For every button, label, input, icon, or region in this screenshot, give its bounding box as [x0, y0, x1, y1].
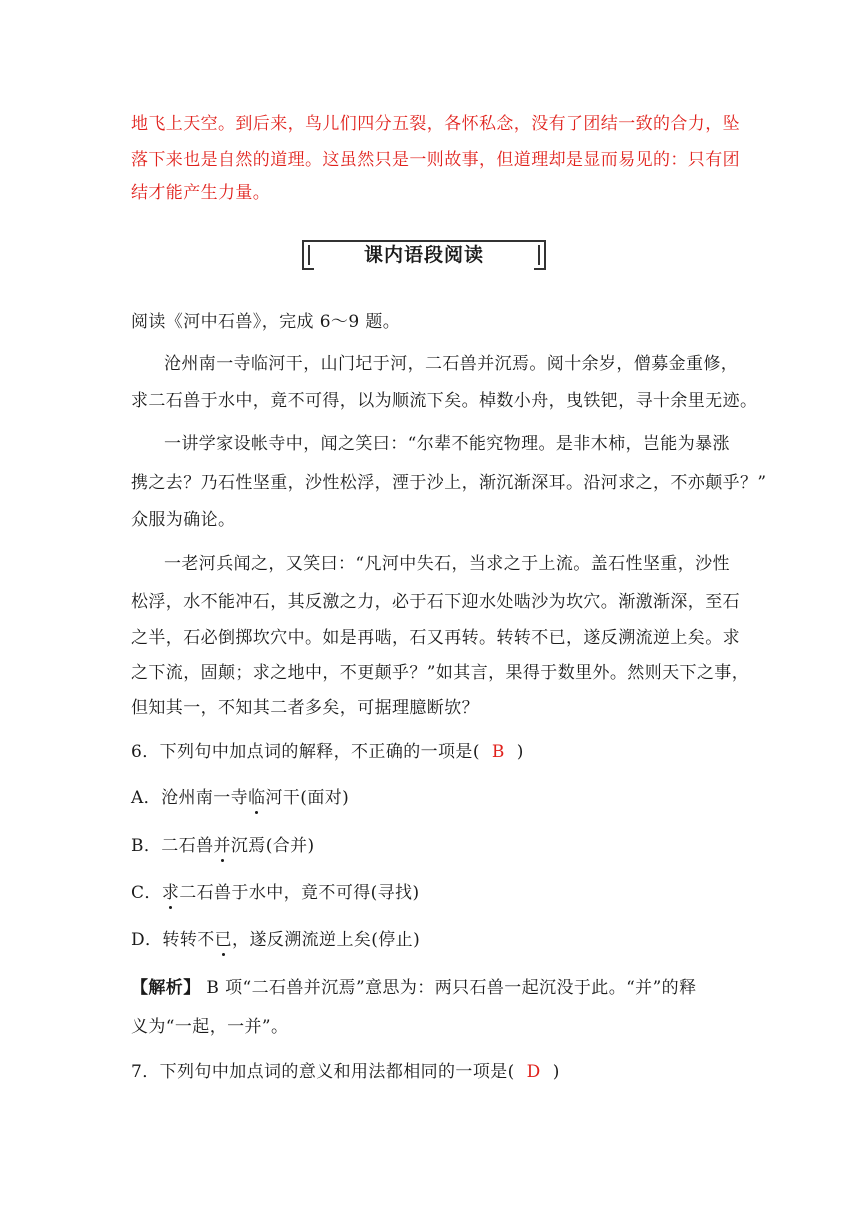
passage-p3-line-4: 之下流，固颠；求之地中，不更颠乎？”如其言，果得于数里外。然则天下之事，	[131, 663, 750, 683]
question-6-analysis-line-2: 义为“一起，一并”。	[131, 1017, 289, 1037]
question-6-option-c	[131, 881, 731, 905]
passage-p3-line-3: 之半，石必倒掷坎穴中。如是再啮，石又再转。转转不已，遂反溯流逆上矣。求	[131, 628, 740, 648]
passage-p2-line-3: 众服为确论。	[131, 510, 236, 530]
question-6-stem	[131, 740, 731, 764]
reading-instruction: 阅读《河中石兽》，完成 6～9 题。	[131, 312, 401, 332]
question-7-answer: D	[526, 1062, 541, 1082]
question-7-stem	[131, 1060, 731, 1084]
option-c-pre: C．	[131, 883, 162, 903]
question-6-option-d	[131, 928, 731, 952]
passage-p3-line-5: 但知其一，不知其二者多矣，可据理臆断欤？	[131, 698, 479, 718]
intro-line-1: 地飞上天空。到后来，鸟儿们四分五裂，各怀私念，没有了团结一致的合力，坠	[131, 114, 740, 134]
question-7-stem-text: 7．下列句中加点词的意义和用法都相同的一项是(	[131, 1062, 515, 1082]
question-6-answer: B	[491, 742, 505, 762]
passage-p2-line-2: 携之去？乃石性坚重，沙性松浮，湮于沙上，渐沉渐深耳。沿河求之，不亦颠乎？”	[131, 473, 767, 493]
question-6-stem-close: )	[516, 742, 524, 762]
question-7-stem-close: )	[552, 1062, 560, 1082]
passage-p3-line-1: 一老河兵闻之，又笑曰：“凡河中失石，当求之于上流。盖石性坚重，沙性	[164, 554, 730, 574]
question-6-stem-text: 6．下列句中加点词的解释，不正确的一项是(	[131, 742, 480, 762]
option-b-dotted-word: 并	[213, 836, 231, 856]
option-c-dotted-word: 求	[161, 883, 180, 903]
passage-p1-line-2: 求二石兽于水中，竟不可得，以为顺流下矣。棹数小舟，曳铁钯，寻十余里无迹。	[131, 391, 758, 411]
passage-p2-line-1: 一讲学家设帐寺中，闻之笑曰：“尔辈不能究物理。是非木柿，岂能为暴涨	[164, 434, 730, 454]
option-a-dotted-word: 临	[248, 788, 266, 808]
passage-p1-line-1: 沧州南一寺临河干，山门圮于河，二石兽并沉焉。阅十余岁，僧募金重修，	[164, 354, 739, 374]
option-d-pre: D．转转不	[131, 930, 215, 950]
option-b-post: 沉焉(合并)	[230, 836, 315, 856]
question-6-analysis-line-1	[131, 976, 731, 1000]
section-heading-title: 课内语段阅读	[363, 244, 484, 266]
option-d-dotted-word: 已	[214, 930, 233, 950]
intro-line-3: 结才能产生力量。	[131, 183, 271, 203]
option-b-pre: B．二石兽	[131, 836, 214, 856]
intro-line-2: 落下来也是自然的道理。这虽然只是一则故事，但道理却是显而易见的：只有团	[131, 150, 740, 170]
option-d-post: ，遂反溯流逆上矣(停止)	[232, 930, 421, 950]
analysis-text-1: B 项“二石兽并沉焉”意思为：两只石兽一起沉没于此。“并”的释	[200, 978, 697, 998]
option-a-post: 河干(面对)	[265, 788, 350, 808]
passage-p3-line-2: 松浮，水不能冲石，其反激之力，必于石下迎水处啮沙为坎穴。渐激渐深，至石	[131, 592, 740, 612]
option-c-post: 二石兽于水中，竟不可得(寻找)	[179, 883, 420, 903]
option-a-pre: A．沧州南一寺	[131, 788, 249, 808]
question-6-option-a	[131, 786, 731, 810]
question-6-option-b	[131, 834, 731, 858]
analysis-label: 【解析】	[131, 978, 201, 998]
